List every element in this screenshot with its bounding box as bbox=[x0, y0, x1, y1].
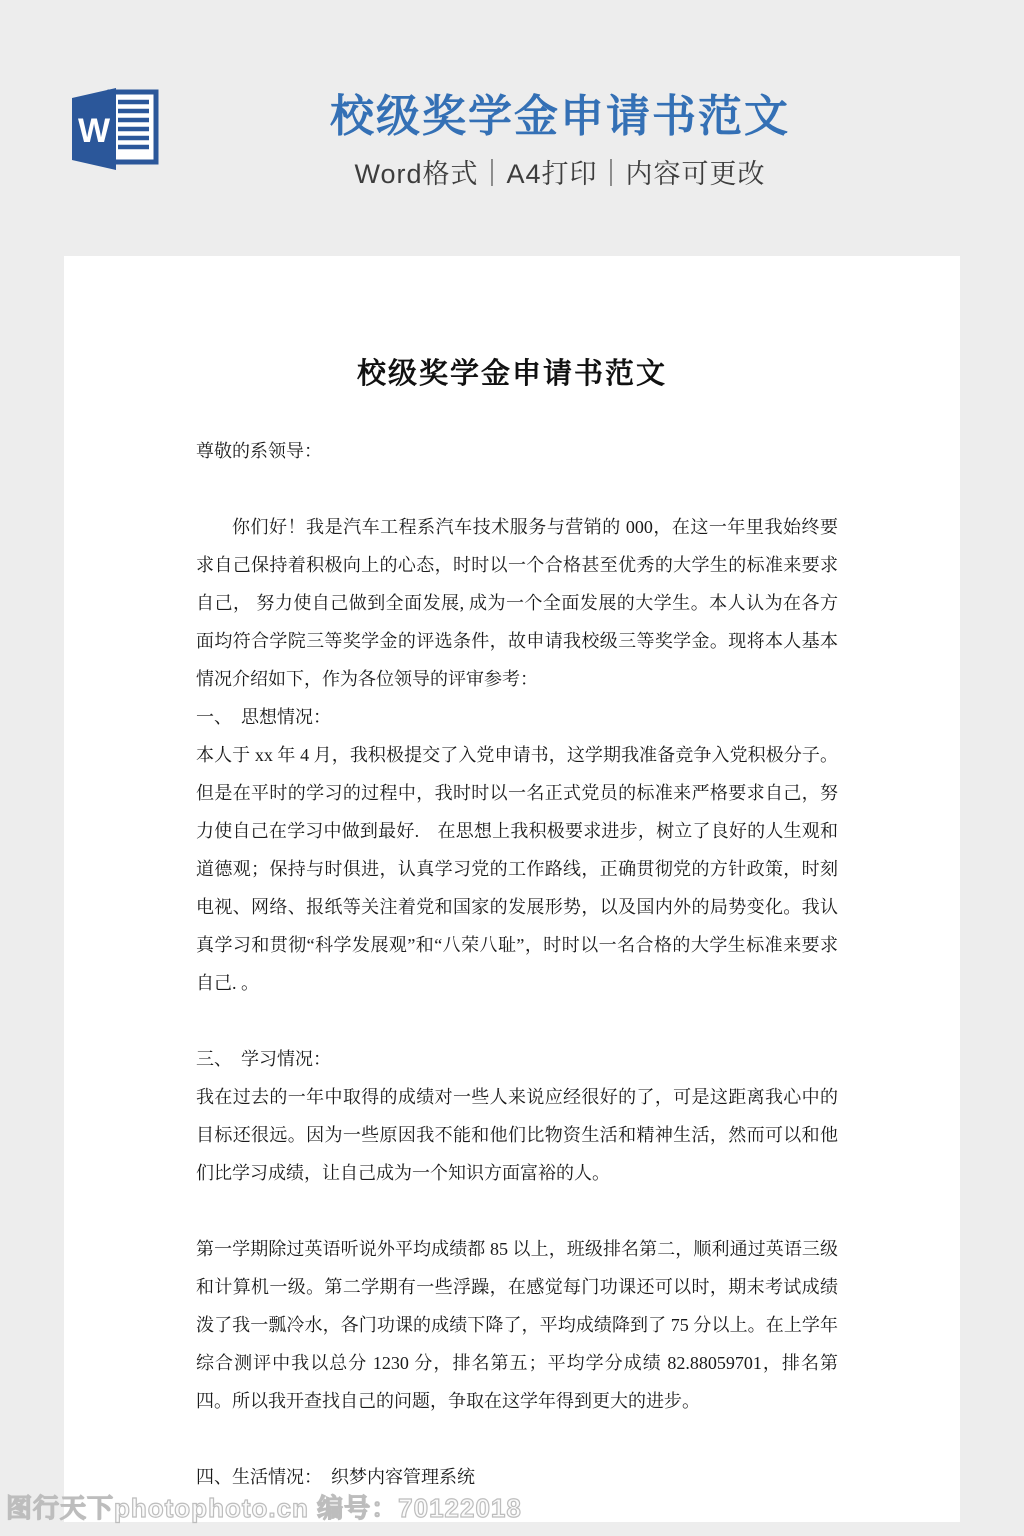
document-page bbox=[64, 256, 960, 1522]
heading-section-4: 四、生活情况： 织梦内容管理系统 bbox=[196, 1467, 475, 1487]
paragraph-salutation: 尊敬的系领导： bbox=[196, 441, 322, 461]
document-body bbox=[196, 432, 838, 1496]
paragraph-section-1: 本人于 xx 年 4 月，我积极提交了入党申请书，这学期我准备竞争入党积极分子。但是在平时的学习的过程中，我时时以一名正式党员的标准来严格要求自己，努力使自己在学习中做到最好. 在思想上我积极要求进步，树立了良好的人生观和道德观；保持与时俱进，认真学习党的工作路线，正确贯彻党的方针政策，时刻电视、网络、报纸等关注着党和国家的发展形势，以及国内外的局势变化。我认真学习和贯彻“科学发展观”和“八荣八耻”，时时以一名合格的大学生标准来要求自己. 。 bbox=[196, 745, 838, 993]
watermark-text: 图行天下photophoto.cn 编号：70122018 bbox=[6, 1493, 522, 1523]
paragraph-section-3a: 我在过去的一年中取得的成绩对一些人来说应经很好的了，可是这距离我心中的目标还很远。因为一些原因我不能和他们比物资生活和精神生活，然而可以和他们比学习成绩，让自己成为一个知识方面富裕的人。 bbox=[196, 1087, 838, 1183]
document-title: 校级奖学金申请书范文 bbox=[356, 358, 667, 390]
heading-section-3: 三、 学习情况： bbox=[196, 1049, 331, 1069]
template-subtitle: Word格式｜A4打印｜内容可更改 bbox=[354, 159, 766, 189]
header-text-block bbox=[160, 92, 960, 190]
template-title: 校级奖学金申请书范文 bbox=[330, 92, 790, 141]
paragraph-intro: 你们好！我是汽车工程系汽车技术服务与营销的 000，在这一年里我始终要求自己保持着积极向上的心态，时时以一个合格甚至优秀的大学生的标准来要求自己， 努力使自己做到全面发展, 成为一个全面发展的大学生。本人认为在各方面均符合学院三等奖学金的评选条件，故申请我校级三等奖学金。现将本人基本情况介绍如下，作为各位领导的评审参考： bbox=[196, 517, 838, 689]
word-logo-icon bbox=[64, 86, 162, 172]
word-letter: W bbox=[77, 112, 111, 150]
heading-section-1: 一、 思想情况： bbox=[196, 707, 331, 727]
paragraph-section-3b: 第一学期除过英语听说外平均成绩都 85 以上，班级排名第二，顺利通过英语三级和计算机一级。第二学期有一些浮躁，在感觉每门功课还可以时，期末考试成绩泼了我一瓢冷水，各门功课的成绩下降了，平均成绩降到了 75 分以上。在上学年综合测评中我以总分 1230 分，排名第五；平均学分成绩 82.88059701，排名第四。所以我开查找自己的问题，争取在这学年得到更大的进步。 bbox=[196, 1239, 838, 1411]
header bbox=[0, 0, 1024, 256]
